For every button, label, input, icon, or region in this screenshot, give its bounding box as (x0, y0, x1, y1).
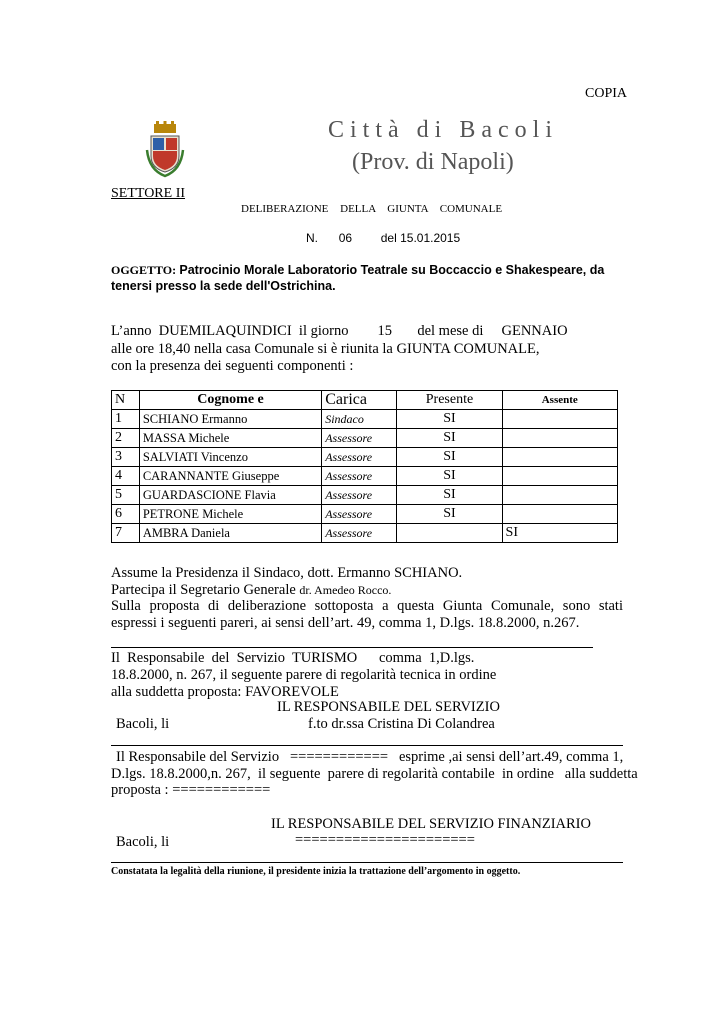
row-absent (502, 505, 617, 524)
table-row (112, 410, 618, 429)
row-absent (502, 429, 617, 448)
row-role: Assessore (322, 505, 397, 524)
date-label: del (380, 231, 397, 245)
row-number: 1 (112, 410, 140, 429)
row-present: SI (397, 505, 502, 524)
attendance-table (111, 390, 618, 543)
row-role: Assessore (322, 467, 397, 486)
row-name: SALVIATI Vincenzo (139, 448, 321, 467)
proposal-line-2: espressi i seguenti pareri, ai sensi dell’art. 49, comma 1, D.lgs. 18.8.2000, n.267. (111, 615, 580, 631)
row-absent (502, 410, 617, 429)
proposal-line-1: Sulla proposta di deliberazione sottoposta a questa Giunta Comunale, sono stati (111, 598, 623, 614)
subject-text: Patrocinio Morale Laboratorio Teatrale su Boccaccio e Shakespeare, da tenersi presso la sede dell'Ostrichina. (111, 263, 605, 293)
secretary-name: dr. Amedeo Rocco. (299, 583, 392, 597)
deliberation-title: DELIBERAZIONE DELLA GIUNTA COMUNALE (241, 203, 503, 215)
row-role: Assessore (322, 448, 397, 467)
footer-note: Constatata la legalità della riunione, il presidente inizia la trattazione dell’argomento in oggetto. (111, 866, 521, 877)
row-name: AMBRA Daniela (139, 524, 321, 543)
row-number: 3 (112, 448, 140, 467)
table-row (112, 524, 618, 543)
number-value: 06 (338, 231, 353, 245)
row-present: SI (397, 429, 502, 448)
divider-2 (111, 745, 623, 746)
technical-responsible-title: IL RESPONSABILE DEL SERVIZIO (277, 699, 500, 715)
subject-block (111, 262, 641, 294)
technical-opinion-line-2: 18.8.2000, n. 267, il seguente parere di regolarità tecnica in ordine (111, 667, 497, 683)
divider-3 (111, 862, 623, 863)
city-name: Città di Bacoli (328, 117, 558, 143)
row-role: Assessore (322, 429, 397, 448)
header-present: Presente (397, 391, 502, 410)
divider-1 (111, 647, 593, 648)
row-absent (502, 467, 617, 486)
row-name: CARANNANTE Giuseppe (139, 467, 321, 486)
number-label: N. (306, 231, 318, 245)
row-number: 6 (112, 505, 140, 524)
row-name: MASSA Michele (139, 429, 321, 448)
table-row (112, 486, 618, 505)
table-row (112, 467, 618, 486)
accounting-opinion-line-3: proposta : ============ (111, 782, 271, 798)
accounting-opinion-line-2: D.lgs. 18.8.2000,n. 267, il seguente parere di regolarità contabile in ordine alla suddetta (111, 766, 638, 782)
technical-opinion-line-3: alla suddetta proposta: FAVOREVOLE (111, 684, 339, 700)
row-name: PETRONE Michele (139, 505, 321, 524)
row-absent: SI (502, 524, 617, 543)
row-number: 2 (112, 429, 140, 448)
table-row (112, 429, 618, 448)
header-role: Carica (322, 391, 397, 410)
row-name: GUARDASCIONE Flavia (139, 486, 321, 505)
province-name: (Prov. di Napoli) (352, 149, 514, 175)
presidency-line: Assume la Presidenza il Sindaco, dott. Ermanno SCHIANO. (111, 565, 463, 581)
municipal-crest-icon (145, 120, 185, 180)
accounting-signature: ====================== (295, 832, 475, 848)
intro-line-1: L’anno DUEMILAQUINDICI il giorno 15 del mese di GENNAIO (111, 323, 568, 339)
accounting-opinion-line-1: Il Responsabile del Servizio ============ esprime ,ai sensi dell’art.49, comma 1, (116, 749, 624, 765)
deliberation-number-line (306, 231, 460, 245)
row-number: 4 (112, 467, 140, 486)
row-number: 5 (112, 486, 140, 505)
table-header-row (112, 391, 618, 410)
row-present: SI (397, 467, 502, 486)
accounting-responsible-title: IL RESPONSABILE DEL SERVIZIO FINANZIARIO (271, 816, 591, 832)
header-n: N (112, 391, 140, 410)
row-present (397, 524, 502, 543)
table-row (112, 448, 618, 467)
technical-place-date: Bacoli, li (116, 716, 170, 732)
row-role: Assessore (322, 486, 397, 505)
sector-label: SETTORE II (111, 186, 186, 201)
table-row (112, 505, 618, 524)
row-present: SI (397, 448, 502, 467)
subject-label: OGGETTO: (111, 263, 177, 277)
copy-label: COPIA (585, 86, 628, 101)
technical-signature: f.to dr.ssa Cristina Di Colandrea (308, 716, 495, 732)
intro-line-3: con la presenza dei seguenti componenti : (111, 358, 354, 374)
date-value: 15.01.2015 (400, 231, 461, 245)
row-number: 7 (112, 524, 140, 543)
secretary-label: Partecipa il Segretario Generale (111, 582, 296, 598)
accounting-place-date: Bacoli, li (116, 834, 170, 850)
header-name: Cognome e (139, 391, 321, 410)
row-absent (502, 486, 617, 505)
row-name: SCHIANO Ermanno (139, 410, 321, 429)
row-absent (502, 448, 617, 467)
technical-opinion-line-1: Il Responsabile del Servizio TURISMO comma 1,D.lgs. (111, 650, 475, 666)
row-role: Sindaco (322, 410, 397, 429)
row-present: SI (397, 486, 502, 505)
row-present: SI (397, 410, 502, 429)
row-role: Assessore (322, 524, 397, 543)
header-absent: Assente (502, 391, 617, 410)
secretary-line (111, 582, 391, 599)
intro-line-2: alle ore 18,40 nella casa Comunale si è riunita la GIUNTA COMUNALE, (111, 341, 540, 357)
